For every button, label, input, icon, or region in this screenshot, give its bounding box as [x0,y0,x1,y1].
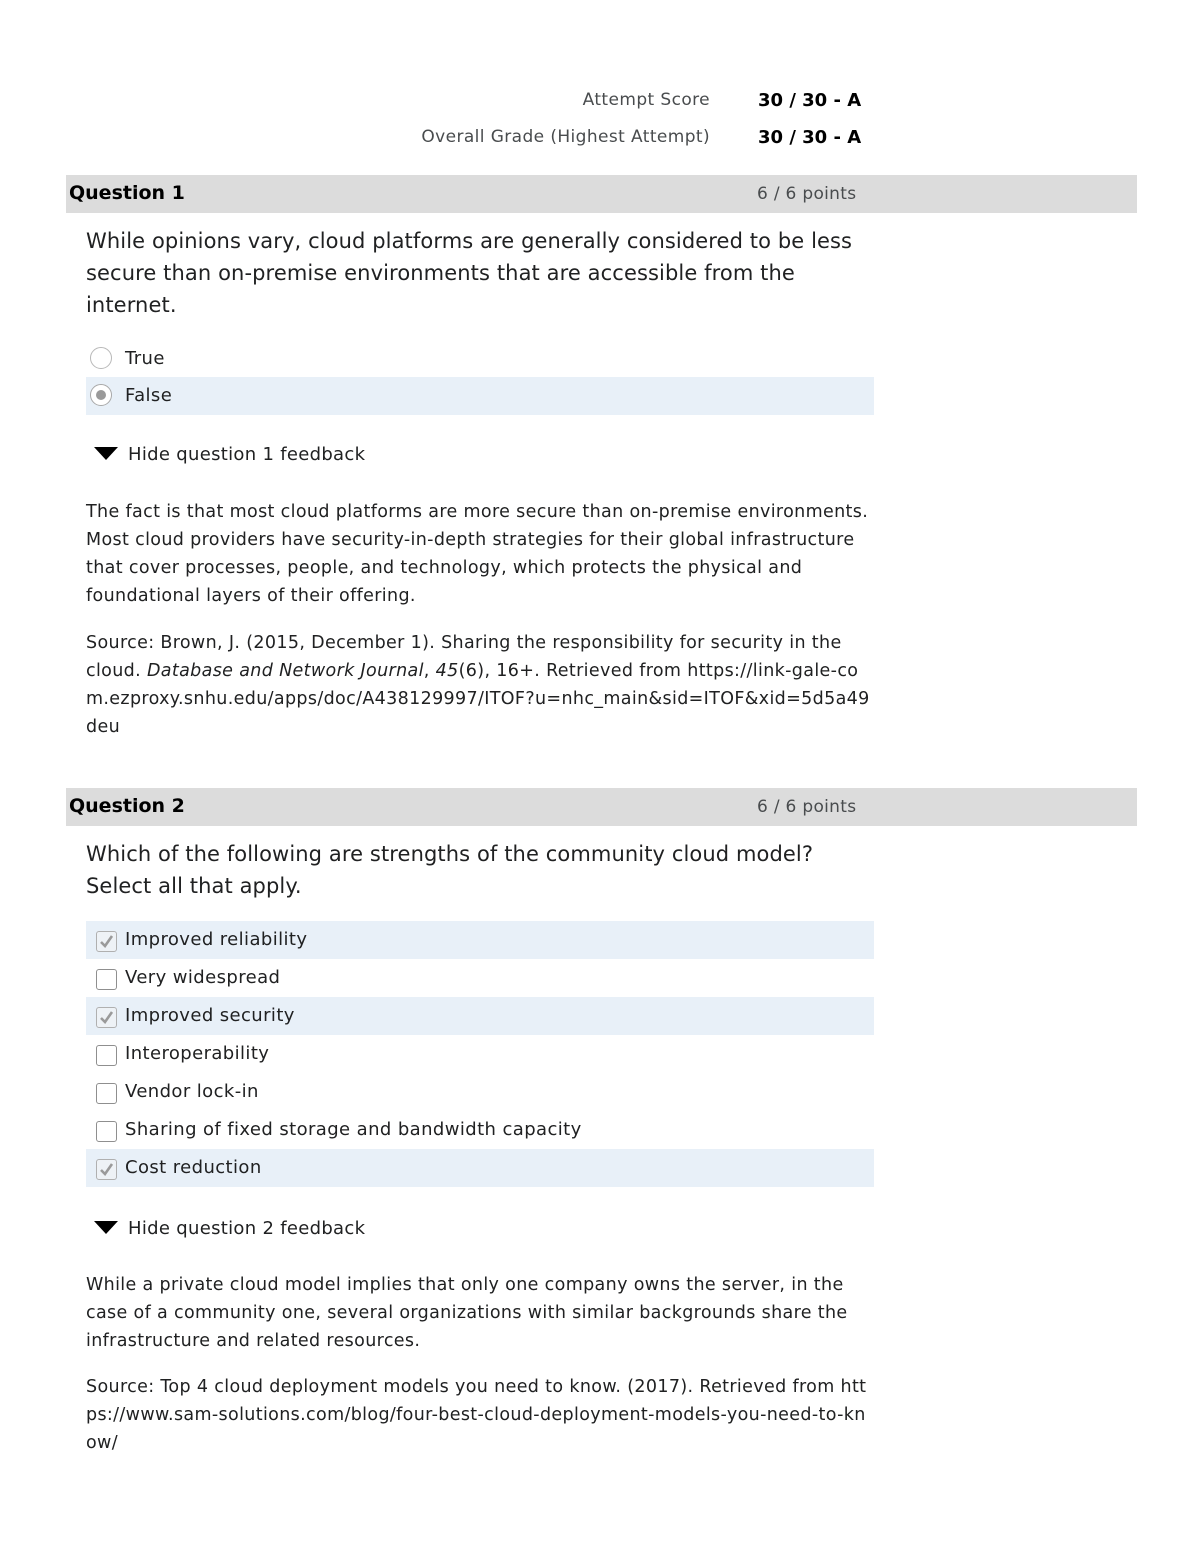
question-2-option-vendor-lock-in[interactable] [86,1073,874,1111]
feedback-toggle-label: Hide question 2 feedback [128,1218,366,1239]
checkbox-unchecked-icon[interactable] [96,1045,117,1066]
option-label: Very widespread [125,967,281,988]
source-journal: Database and Network Journal [146,661,424,681]
option-label: Cost reduction [125,1157,262,1178]
question-1-header [66,175,1137,213]
checkbox-unchecked-icon[interactable] [96,969,117,990]
caret-down-icon [94,1221,118,1235]
option-label: Interoperability [125,1043,270,1064]
option-label: Improved reliability [125,929,308,950]
source-url[interactable]: https://www.sam-solutions.com/blog/four-best-cloud-deployment-models-you-need-to-know/ [86,1377,867,1453]
question-1-source [86,629,872,741]
question-1-text: While opinions vary, cloud platforms are generally considered to be less secure than on-premise environments that are accessible from the internet. [86,229,853,317]
question-2-option-cost-reduction[interactable] [86,1149,874,1187]
option-label: True [125,348,165,369]
question-1-option-false[interactable] [86,377,874,415]
source-comma: , [423,661,430,681]
question-2-text: Which of the following are strengths of the community cloud model? Select all that apply. [86,842,814,898]
source-volume: 45 [435,661,459,681]
question-2-option-sharing-storage[interactable] [86,1111,874,1149]
overall-grade-row [0,127,868,157]
source-url[interactable]: https://link-gale-com.ezproxy.snhu.edu/apps/doc/A438129997/ITOF?u=nhc_main&sid=ITOF&xid=5d5a49deu [86,661,870,737]
option-label: Sharing of fixed storage and bandwidth capacity [125,1119,582,1140]
source-prefix: Source: Top 4 cloud deployment models you need to know. (2017). Retrieved from [86,1377,835,1397]
attempt-score-row [0,90,868,120]
question-1-feedback-text: The fact is that most cloud platforms are more secure than on-premise environments. Most cloud providers have security-in-depth strategies for their global infrastructure that cover processes, people, and technology, which protects the physical and foundational layers of their offering. [86,502,869,606]
attempt-score-label: Attempt Score [582,90,710,110]
checkbox-unchecked-icon[interactable] [96,1083,117,1104]
checkbox-unchecked-icon[interactable] [96,1121,117,1142]
question-2-header [66,788,1137,826]
question-1-title: Question 1 [69,182,185,204]
question-1-option-true[interactable] [86,340,874,378]
checkbox-checked-icon[interactable] [96,931,117,952]
overall-grade-label: Overall Grade (Highest Attempt) [421,127,710,147]
checkbox-checked-icon[interactable] [96,1159,117,1180]
option-label: Vendor lock-in [125,1081,259,1102]
radio-unselected-icon[interactable] [90,347,112,369]
caret-down-icon [94,447,118,461]
checkbox-checked-icon[interactable] [96,1007,117,1028]
source-prefix: Source: Brown, J. (2015, December 1). Sharing the responsibility for security in the cloud. [86,633,842,681]
attempt-score-value: 30 / 30 - A [758,90,862,111]
feedback-toggle-label: Hide question 1 feedback [128,444,366,465]
question-2-option-very-widespread[interactable] [86,959,874,997]
question-2-option-improved-security[interactable] [86,997,874,1035]
source-issue-pages: (6), 16+. Retrieved from [458,661,682,681]
question-2-source [86,1373,872,1457]
question-2-feedback-text: While a private cloud model implies that only one company owns the server, in the case of a community one, several organizations with similar backgrounds share the infrastructure and related resources. [86,1275,848,1351]
radio-selected-icon[interactable] [90,384,112,406]
question-2-option-improved-reliability[interactable] [86,921,874,959]
question-2-option-interoperability[interactable] [86,1035,874,1073]
overall-grade-value: 30 / 30 - A [758,127,862,148]
question-2-points: 6 / 6 points [757,797,857,817]
option-label: False [125,385,173,406]
question-2-title: Question 2 [69,795,185,817]
option-label: Improved security [125,1005,295,1026]
question-1-points: 6 / 6 points [757,184,857,204]
